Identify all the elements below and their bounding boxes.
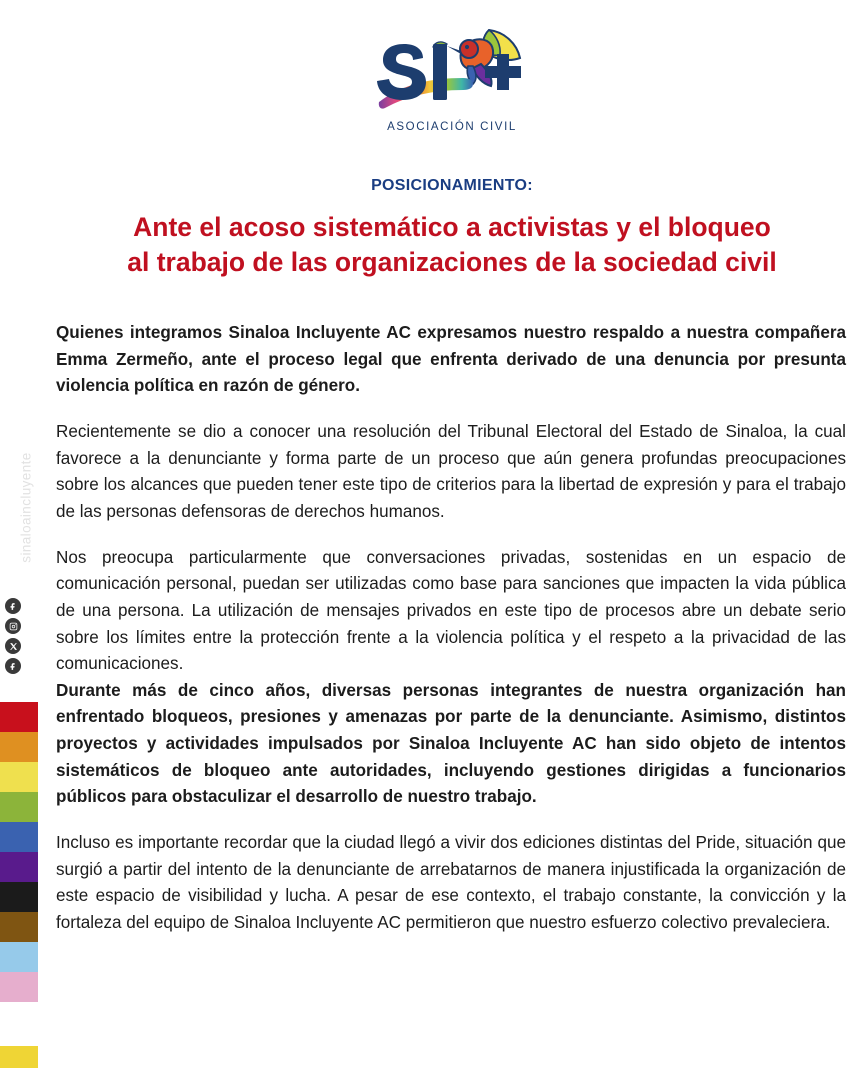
pride-stripe-purple <box>0 852 38 882</box>
yellow-accent-block <box>0 1046 38 1068</box>
paragraph-4: Durante más de cinco años, diversas personas integrantes de nuestra organización han enfrentado bloqueos, presiones y amenazas por parte de la denunciante. Asimismo, distintos proyectos y actividades impulsados por Sinaloa Incluyente AC han sido objeto de intentos sistemáticos de bloqueo ante autoridades, incluyendo gestiones dirigidas a funcionarios públicos para obstaculizar el desarrollo de nuestro trabajo. <box>56 680 846 807</box>
pride-stripe-yellow <box>0 762 38 792</box>
document-body <box>40 0 864 1080</box>
pride-stripe-red <box>0 702 38 732</box>
instagram-icon[interactable] <box>5 618 21 634</box>
account-handle-vertical: sinaloaincluyente <box>18 452 34 563</box>
pride-stripe-blue <box>0 822 38 852</box>
pride-stripe-light-blue <box>0 942 38 972</box>
facebook-icon[interactable] <box>5 598 21 614</box>
si-plus-logo-icon <box>377 22 527 118</box>
pride-stripe-black <box>0 882 38 912</box>
paragraph-5: Incluso es importante recordar que la ciudad llegó a vivir dos ediciones distintas del Pride, situación que surgió a partir del intento de la denunciante de arrebatarnos de manera injustificada la organización de este espacio de visibilidad y lucha. A pesar de ese contexto, el trabajo constante, la convicción y la fortaleza del equipo de Sinaloa Incluyente AC permitieron que nuestro esfuerzo colectivo prevaleciera. <box>56 833 846 933</box>
pride-stripe-orange <box>0 732 38 762</box>
pride-stripe-green <box>0 792 38 822</box>
logo-wordmark: ASOCIACIÓN CIVIL <box>387 121 517 133</box>
social-links <box>5 598 21 674</box>
kicker-label: POSICIONAMIENTO: <box>371 177 533 194</box>
page-title <box>40 210 864 280</box>
headline-line-1: Ante el acoso sistemático a activistas y el bloqueo <box>133 212 771 242</box>
progress-pride-color-bar <box>0 702 38 1002</box>
pride-stripe-brown <box>0 912 38 942</box>
facebook-alt-icon[interactable] <box>5 658 21 674</box>
x-twitter-icon[interactable] <box>5 638 21 654</box>
paragraph-2: Recientemente se dio a conocer una resolución del Tribunal Electoral del Estado de Sinaloa, la cual favorece a la denunciante y forma parte de un proceso que aún genera profundas preocupaciones sobre los alcances que pueden tener este tipo de criterios para la libertad de expresión y para el trabajo de las personas defensoras de derechos humanos. <box>56 421 846 521</box>
headline-line-2: al trabajo de las organizaciones de la sociedad civil <box>127 246 777 277</box>
statement-body <box>40 320 864 937</box>
left-rail <box>0 0 40 1080</box>
pride-stripe-pink <box>0 972 38 1002</box>
paragraph-1: Quienes integramos Sinaloa Incluyente AC expresamos nuestro respaldo a nuestra compañera Emma Zermeño, ante el proceso legal que enfrenta derivado de una denuncia por presunta violencia política en razón de género. <box>56 322 846 396</box>
paragraph-3: Nos preocupa particularmente que conversaciones privadas, sostenidas en un espacio de comunicación personal, puedan ser utilizadas como base para sanciones que impacten la vida pública de una persona. La utilización de mensajes privados en este tipo de procesos abre un debate serio sobre los límites entre la protección frente a la violencia política y el respeto a la privacidad de las comunicaciones. <box>56 547 846 674</box>
logo-block <box>40 0 864 133</box>
